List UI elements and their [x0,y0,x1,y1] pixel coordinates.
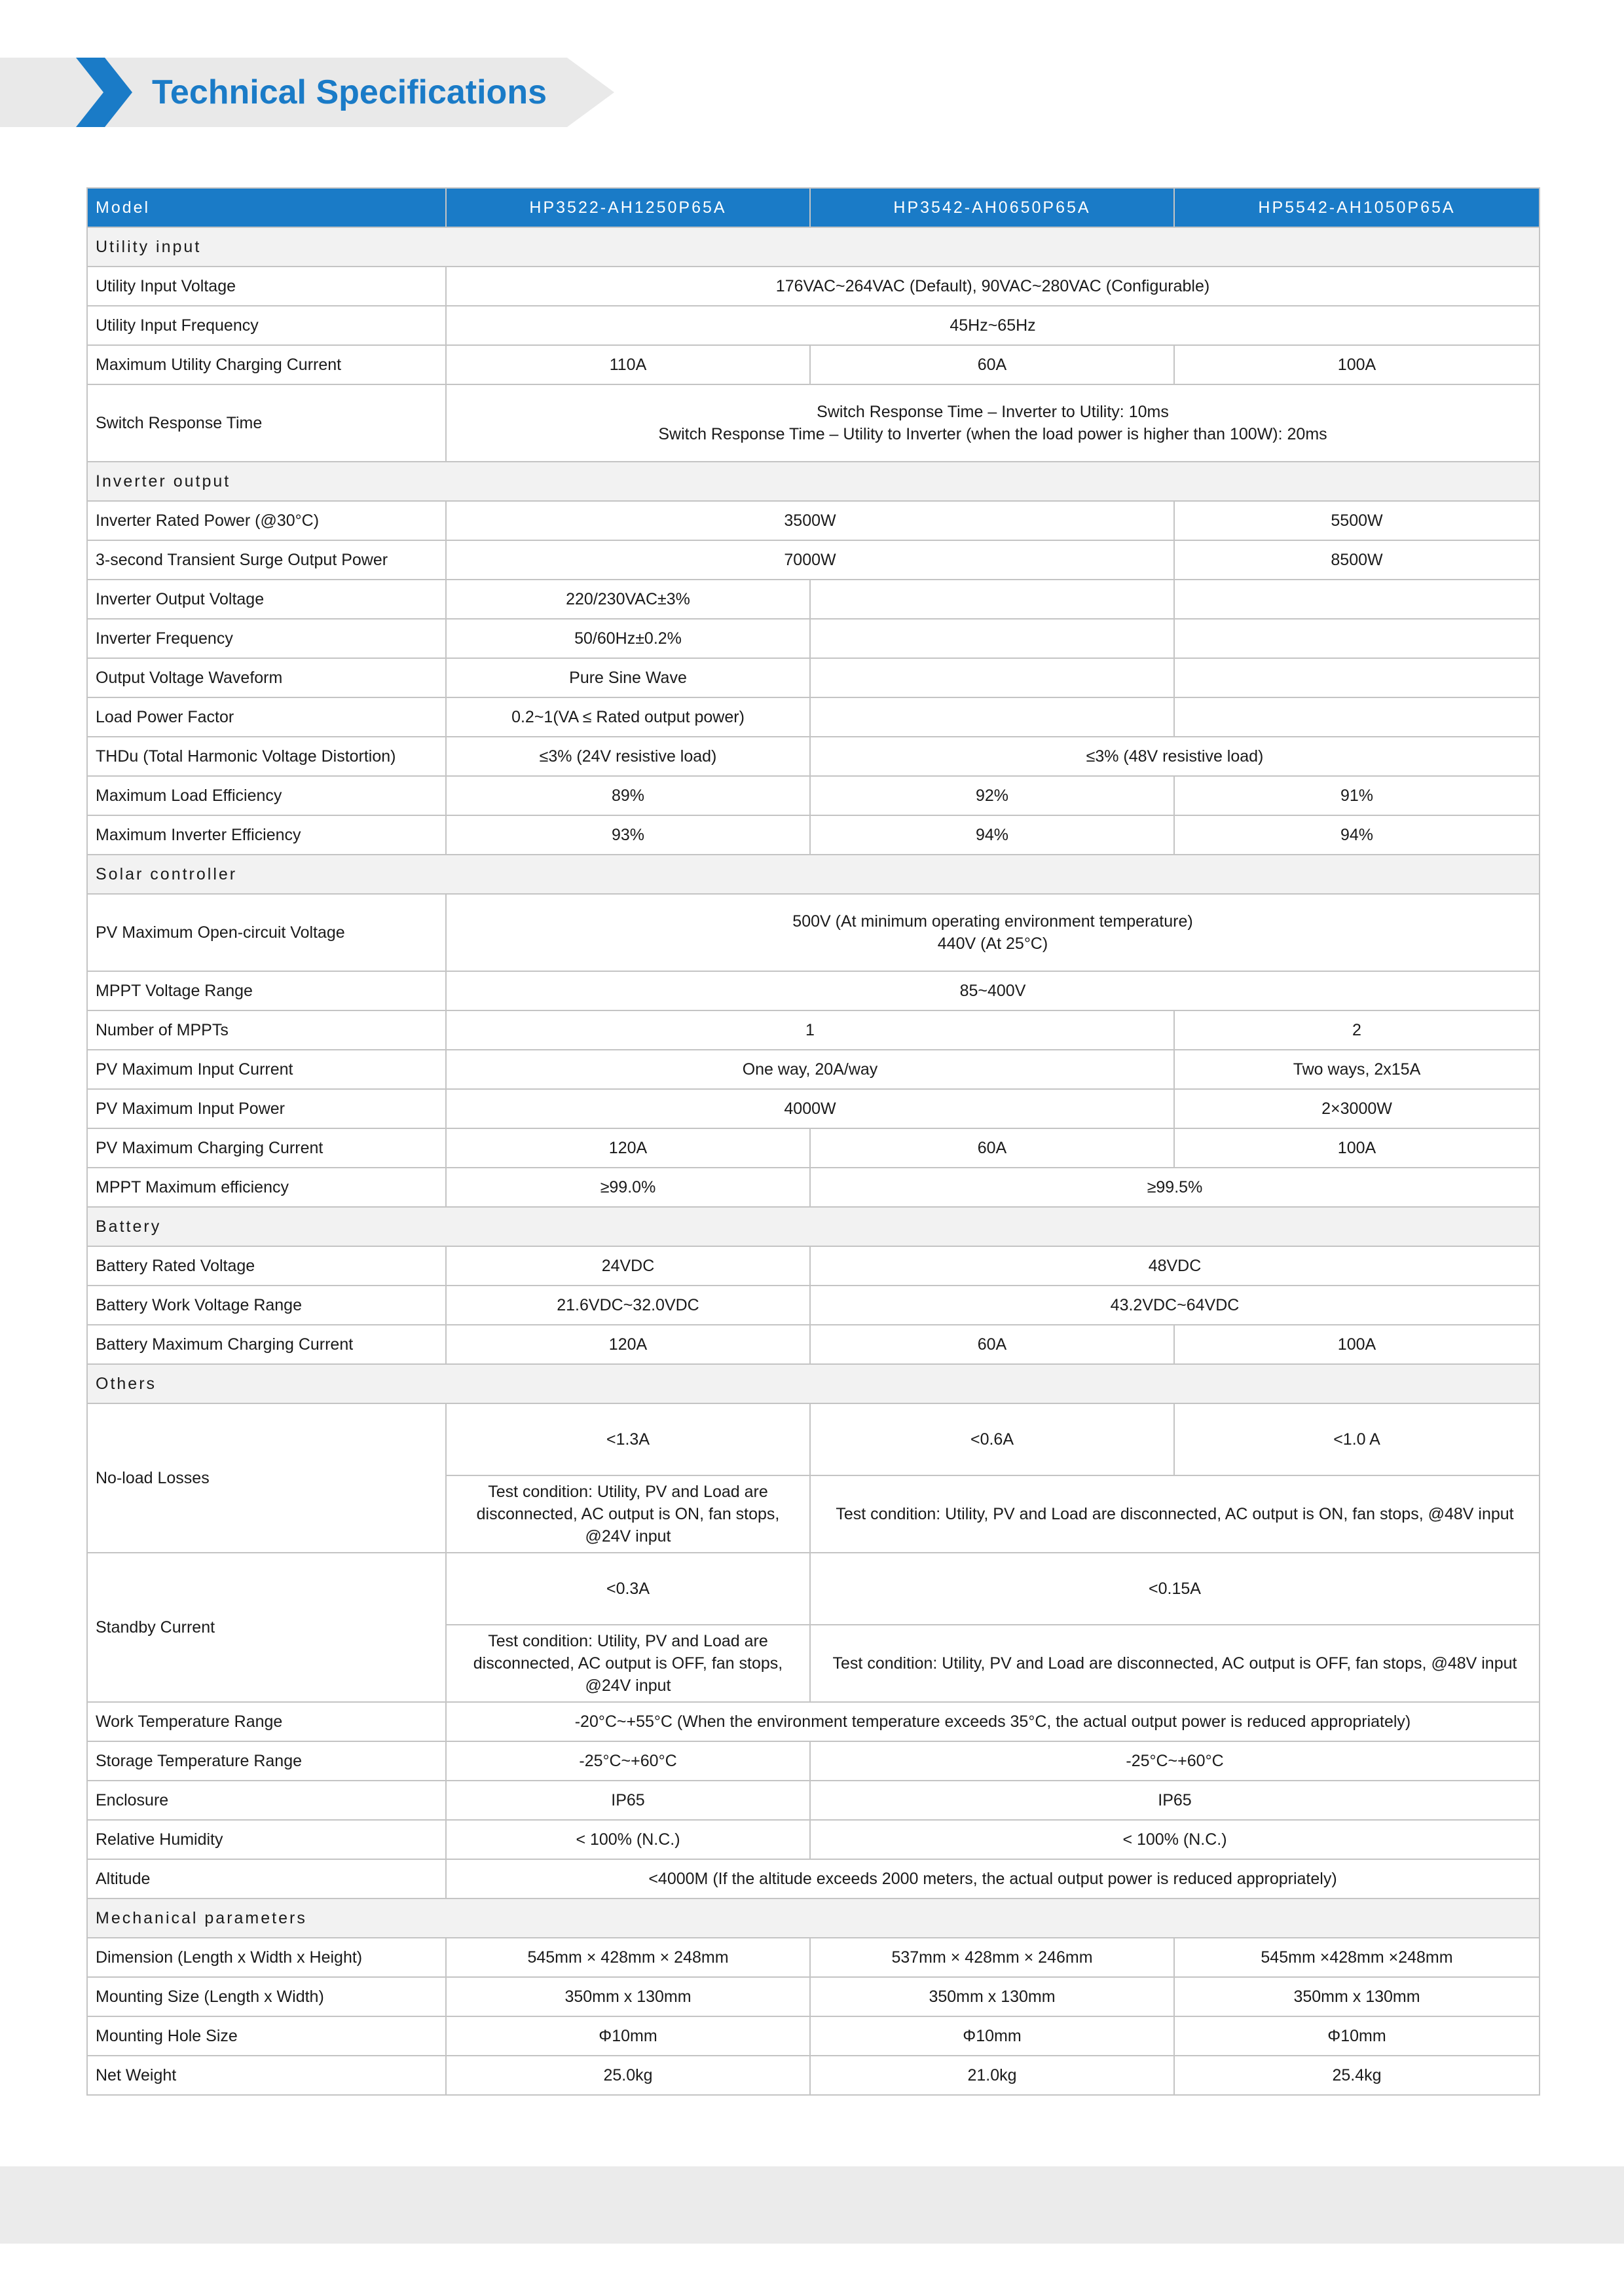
table-row [87,2056,1540,2095]
table-row [87,267,1540,306]
cell-value: 350mm x 130mm [446,1977,810,2016]
row-label: Mounting Size (Length x Width) [87,1977,446,2016]
row-label: Battery Maximum Charging Current [87,1325,446,1364]
cell-value: 100A [1174,345,1540,384]
table-row [87,580,1540,619]
table-row [87,737,1540,776]
cell-value: 2×3000W [1174,1089,1540,1128]
row-label: PV Maximum Input Power [87,1089,446,1128]
cell-value: <0.3A [446,1553,810,1625]
table-row [87,1286,1540,1325]
table-row [87,1128,1540,1168]
switch-response-line-2: Switch Response Time – Utility to Inverter (when the load power is higher than 100W): 20ms [658,425,1327,443]
cell-value: <1.3A [446,1403,810,1475]
row-label: MPPT Voltage Range [87,971,446,1010]
table-row [87,1089,1540,1128]
cell-value: 110A [446,345,810,384]
page-title: Technical Specifications [152,73,547,111]
row-label: Enclosure [87,1781,446,1820]
table-row [87,776,1540,815]
pv-voltage-line-1: 500V (At minimum operating environment temperature) [792,912,1193,931]
test-condition: Test condition: Utility, PV and Load are disconnected, AC output is ON, fan stops, @24V input [446,1475,810,1553]
cell-value: 8500W [1174,540,1540,580]
table-row [87,345,1540,384]
cell-empty [810,697,1174,737]
spec-table [86,187,1540,2096]
section-others: Others [87,1364,1540,1403]
cell-value: 43.2VDC~64VDC [810,1286,1540,1325]
cell-value: 94% [810,815,1174,855]
cell-empty [1174,658,1540,697]
cell-empty [810,658,1174,697]
cell-empty [1174,580,1540,619]
table-header-row [87,188,1540,227]
table-row [87,1859,1540,1898]
table-row [87,1741,1540,1781]
row-label: Output Voltage Waveform [87,658,446,697]
table-row [87,1977,1540,2016]
cell-value: 350mm x 130mm [1174,1977,1540,2016]
table-row [87,1702,1540,1741]
row-label: No-load Losses [87,1403,446,1553]
cell-value: 350mm x 130mm [810,1977,1174,2016]
row-label: Relative Humidity [87,1820,446,1859]
cell-value: 24VDC [446,1246,810,1286]
footer-band [0,2166,1624,2244]
cell-value: 7000W [446,540,1174,580]
test-condition: Test condition: Utility, PV and Load are disconnected, AC output is ON, fan stops, @48V input [810,1475,1540,1553]
cell-value: 60A [810,1128,1174,1168]
cell-value: -25°C~+60°C [810,1741,1540,1781]
table-row [87,815,1540,855]
table-row [87,1820,1540,1859]
switch-response-line-1: Switch Response Time – Inverter to Utility: 10ms [817,403,1169,421]
table-row [87,1553,1540,1625]
table-row [87,894,1540,971]
cell-value: ≥99.5% [810,1168,1540,1207]
row-label: PV Maximum Charging Current [87,1128,446,1168]
section-solar-controller: Solar controller [87,855,1540,894]
row-label: Dimension (Length x Width x Height) [87,1938,446,1977]
row-label: THDu (Total Harmonic Voltage Distortion) [87,737,446,776]
table-row [87,1781,1540,1820]
cell-value: <0.6A [810,1403,1174,1475]
cell-value: Φ10mm [1174,2016,1540,2056]
cell-value: ≥99.0% [446,1168,810,1207]
row-label: Work Temperature Range [87,1702,446,1741]
section-battery: Battery [87,1207,1540,1246]
cell-value: Φ10mm [446,2016,810,2056]
row-label: MPPT Maximum efficiency [87,1168,446,1207]
test-condition: Test condition: Utility, PV and Load are disconnected, AC output is OFF, fan stops, @48V input [810,1625,1540,1702]
table-row [87,1325,1540,1364]
cell-value: 21.6VDC~32.0VDC [446,1286,810,1325]
table-row [87,619,1540,658]
row-label: Battery Rated Voltage [87,1246,446,1286]
cell-value: -25°C~+60°C [446,1741,810,1781]
table-row [87,1403,1540,1475]
cell-value: 50/60Hz±0.2% [446,619,810,658]
row-label: PV Maximum Input Current [87,1050,446,1089]
table-row [87,971,1540,1010]
cell-value: 0.2~1(VA ≤ Rated output power) [446,697,810,737]
row-label: 3-second Transient Surge Output Power [87,540,446,580]
cell-value: 2 [1174,1010,1540,1050]
cell-value: IP65 [446,1781,810,1820]
row-label: Load Power Factor [87,697,446,737]
cell-value: 25.0kg [446,2056,810,2095]
cell-value: 537mm × 428mm × 246mm [810,1938,1174,1977]
cell-value: 48VDC [810,1246,1540,1286]
section-utility-input: Utility input [87,227,1540,267]
table-row [87,697,1540,737]
cell-value: 545mm × 428mm × 248mm [446,1938,810,1977]
row-label: Utility Input Voltage [87,267,446,306]
row-label: Maximum Inverter Efficiency [87,815,446,855]
table-row [87,1010,1540,1050]
model-header: Model [87,188,446,227]
cell-value: Pure Sine Wave [446,658,810,697]
section-row [87,462,1540,501]
section-inverter-output: Inverter output [87,462,1540,501]
cell-value: 93% [446,815,810,855]
row-label: Mounting Hole Size [87,2016,446,2056]
cell-value: ≤3% (24V resistive load) [446,737,810,776]
table-row [87,2016,1540,2056]
cell-value: 60A [810,345,1174,384]
cell-value: -20°C~+55°C (When the environment temperature exceeds 35°C, the actual output power is reduced appropriately) [446,1702,1540,1741]
cell-value: ≤3% (48V resistive load) [810,737,1540,776]
cell-value: < 100% (N.C.) [810,1820,1540,1859]
row-label: Switch Response Time [87,384,446,462]
cell-empty [1174,619,1540,658]
cell-value: 120A [446,1128,810,1168]
cell-value: 3500W [446,501,1174,540]
section-mechanical-parameters: Mechanical parameters [87,1898,1540,1938]
test-condition: Test condition: Utility, PV and Load are disconnected, AC output is OFF, fan stops, @24V input [446,1625,810,1702]
cell-value: One way, 20A/way [446,1050,1174,1089]
cell-value: 92% [810,776,1174,815]
cell-value: 45Hz~65Hz [446,306,1540,345]
cell-value: 21.0kg [810,2056,1174,2095]
table-row [87,658,1540,697]
cell-value: 4000W [446,1089,1174,1128]
section-row [87,227,1540,267]
cell-value: 545mm ×428mm ×248mm [1174,1938,1540,1977]
cell-value: 89% [446,776,810,815]
section-row [87,1207,1540,1246]
row-label: Utility Input Frequency [87,306,446,345]
cell-value: 1 [446,1010,1174,1050]
cell-value: 85~400V [446,971,1540,1010]
cell-value: 176VAC~264VAC (Default), 90VAC~280VAC (Configurable) [446,267,1540,306]
cell-value [446,384,1540,462]
section-row [87,1898,1540,1938]
table-row [87,1938,1540,1977]
row-label: Battery Work Voltage Range [87,1286,446,1325]
row-label: PV Maximum Open-circuit Voltage [87,894,446,971]
table-row [87,384,1540,462]
cell-value: < 100% (N.C.) [446,1820,810,1859]
table-row [87,1246,1540,1286]
cell-value: 5500W [1174,501,1540,540]
cell-value: 60A [810,1325,1174,1364]
row-label: Maximum Load Efficiency [87,776,446,815]
cell-empty [810,619,1174,658]
cell-value: 100A [1174,1325,1540,1364]
model-name-3: HP5542-AH1050P65A [1174,188,1540,227]
cell-value: Two ways, 2x15A [1174,1050,1540,1089]
row-label: Inverter Output Voltage [87,580,446,619]
cell-value: 120A [446,1325,810,1364]
row-label: Inverter Frequency [87,619,446,658]
model-name-2: HP3542-AH0650P65A [810,188,1174,227]
model-name-1: HP3522-AH1250P65A [446,188,810,227]
cell-value: IP65 [810,1781,1540,1820]
table-row [87,540,1540,580]
table-row [87,1050,1540,1089]
cell-empty [810,580,1174,619]
cell-value: Φ10mm [810,2016,1174,2056]
table-row [87,306,1540,345]
row-label: Standby Current [87,1553,446,1702]
cell-value: 94% [1174,815,1540,855]
cell-value [446,894,1540,971]
cell-value: 91% [1174,776,1540,815]
row-label: Storage Temperature Range [87,1741,446,1781]
table-row [87,1168,1540,1207]
row-label: Altitude [87,1859,446,1898]
row-label: Inverter Rated Power (@30°C) [87,501,446,540]
table-row [87,501,1540,540]
pv-voltage-line-2: 440V (At 25°C) [937,935,1048,953]
section-row [87,1364,1540,1403]
cell-value: <1.0 A [1174,1403,1540,1475]
section-row [87,855,1540,894]
cell-value: 25.4kg [1174,2056,1540,2095]
row-label: Net Weight [87,2056,446,2095]
cell-empty [1174,697,1540,737]
row-label: Maximum Utility Charging Current [87,345,446,384]
row-label: Number of MPPTs [87,1010,446,1050]
cell-value: 100A [1174,1128,1540,1168]
cell-value: <0.15A [810,1553,1540,1625]
cell-value: <4000M (If the altitude exceeds 2000 meters, the actual output power is reduced appropriately) [446,1859,1540,1898]
cell-value: 220/230VAC±3% [446,580,810,619]
